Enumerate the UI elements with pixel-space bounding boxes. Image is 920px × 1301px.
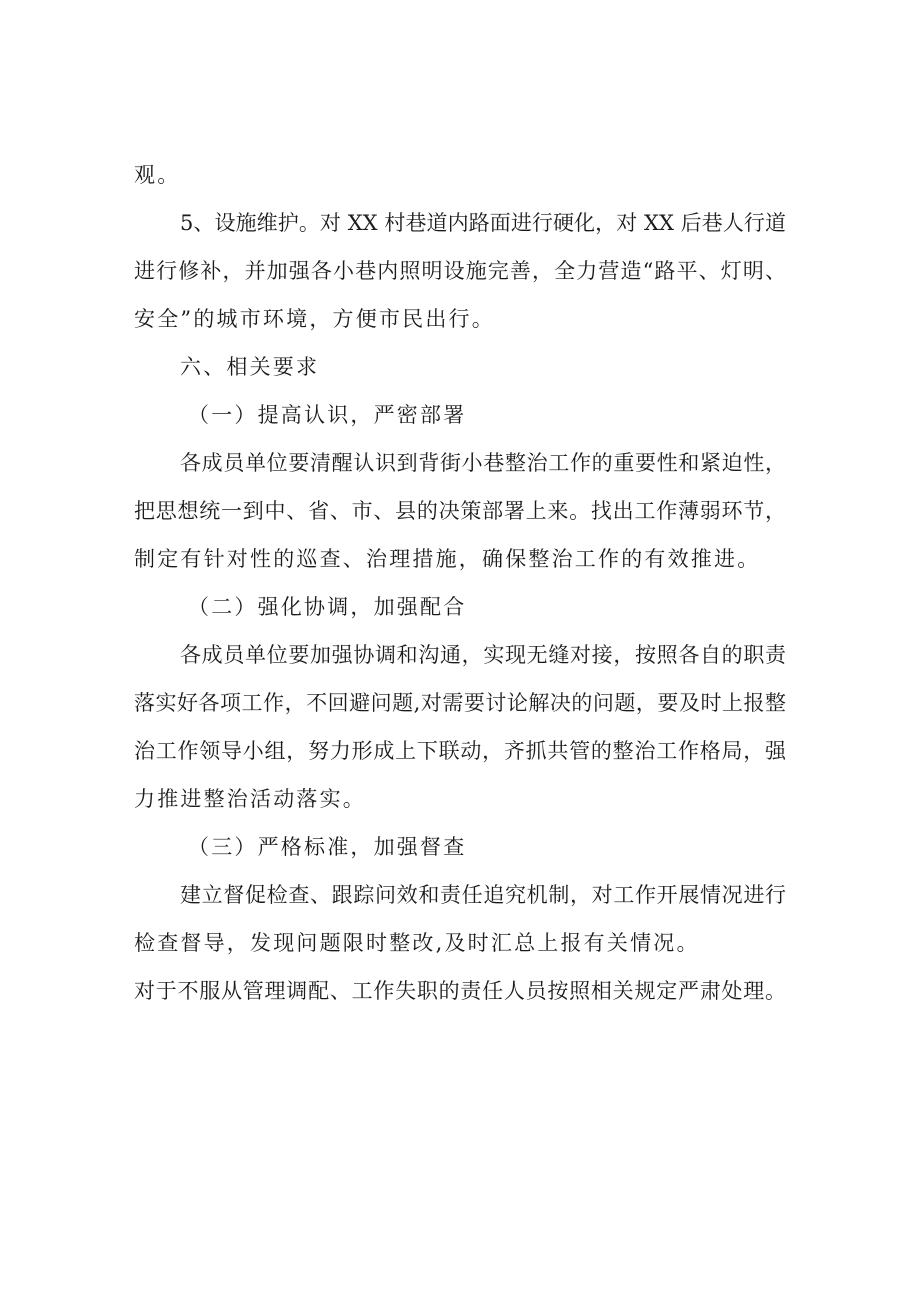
requirement-two-line-1: 各成员单位要加强协调和沟通，实现无缝对接，按照各自的职责 — [180, 643, 786, 667]
requirement-one-line-2: 把思想统一到中、省、市、县的决策部署上来。找出工作薄弱环节， — [134, 499, 786, 523]
requirement-one-line-1: 各成员单位要清醒认识到背街小巷整治工作的重要性和紧迫性， — [180, 451, 786, 475]
subheading-three: （三）严格标准，加强督查 — [188, 835, 467, 859]
requirement-two-line-4: 力推进整治活动落实。 — [134, 787, 366, 811]
requirement-two-line-2: 落实好各项工作，不回避问题,对需要讨论解决的问题，要及时上报整 — [134, 691, 786, 715]
facility-maintenance-line-3: 安全”的城市环境，方便市民出行。 — [134, 307, 495, 331]
facility-maintenance-line-1: 5、设施维护。对 XX 村巷道内路面进行硬化，对 XX 后巷人行道 — [180, 211, 786, 235]
subheading-one: （一）提高认识，严密部署 — [188, 403, 467, 427]
requirement-three-line-2: 检查督导，发现问题限时整改,及时汇总上报有关情况。 — [134, 931, 700, 955]
requirement-two-line-3: 治工作领导小组，努力形成上下联动，齐抓共管的整治工作格局，强 — [134, 739, 786, 763]
section-heading-requirements: 六、相关要求 — [180, 355, 320, 379]
requirement-three-line-1: 建立督促检查、跟踪问效和责任追究机制，对工作开展情况进行 — [180, 883, 786, 907]
requirement-one-line-3: 制定有针对性的巡查、治理措施，确保整治工作的有效推进。 — [134, 547, 761, 571]
subheading-two: （二）强化协调，加强配合 — [188, 595, 467, 619]
paragraph-continuation-line: 观。 — [134, 163, 181, 187]
requirement-three-line-3: 对于不服从管理调配、工作失职的责任人员按照相关规定严肃处理。 — [134, 979, 786, 1003]
facility-maintenance-line-2: 进行修补，并加强各小巷内照明设施完善，全力营造“路平、灯明、 — [134, 259, 786, 283]
